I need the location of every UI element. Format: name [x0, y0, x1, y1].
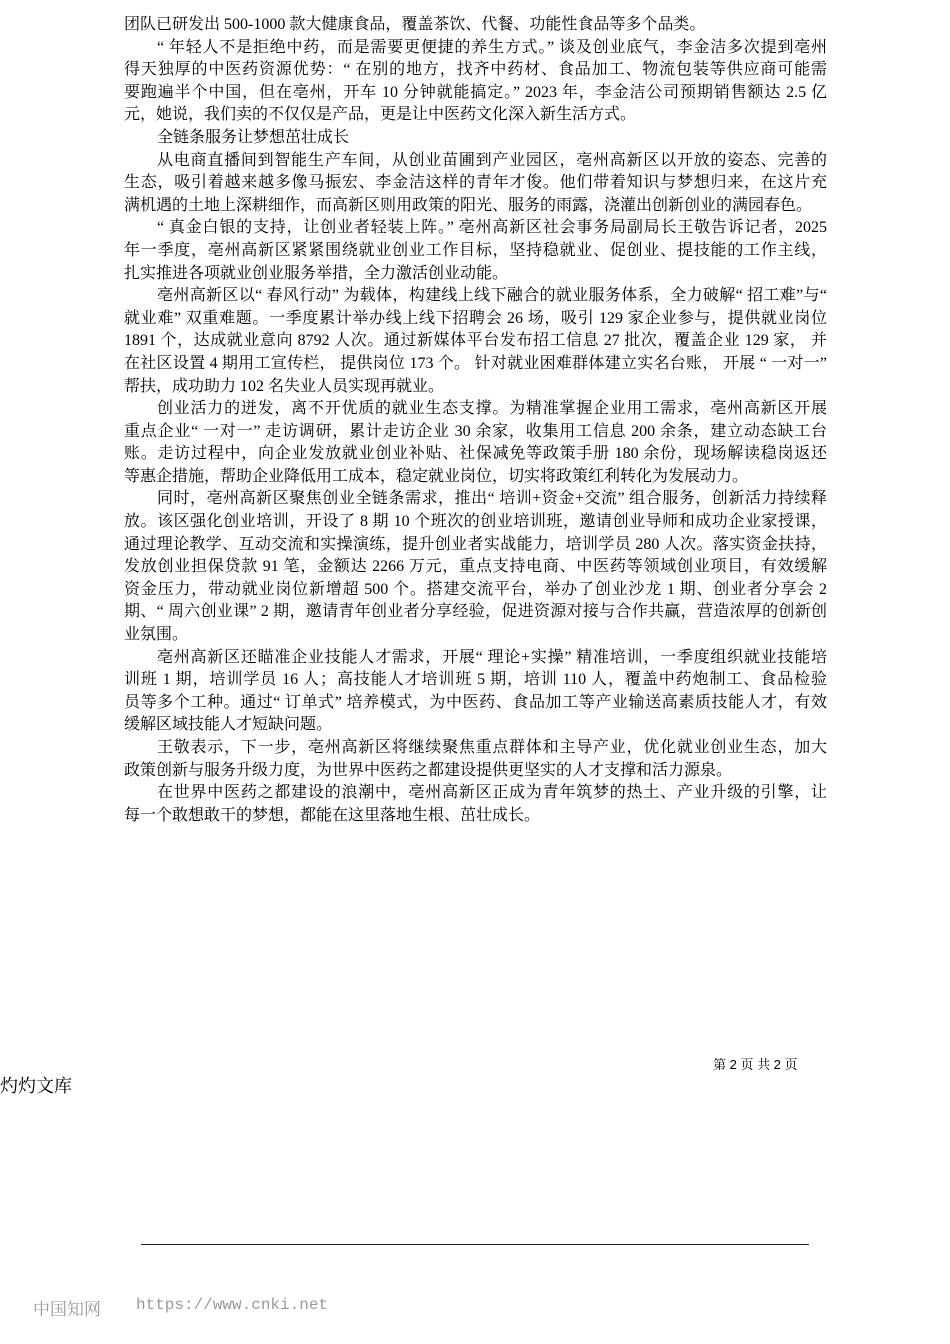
text-line: 要跑遍半个中国，但在亳州，开车 10 分钟就能搞定。” 2023 年，李金洁公司预期销售额达 2.5 亿 [124, 83, 827, 101]
text-line: 1891 个，达成就业意向 8792 人次。通过新媒体平台发布招工信息 27 批次，覆盖企业 129 家， 并 [124, 332, 827, 350]
text-line: 放。该区强化创业培训，开设了 8 期 10 个班次的创业培训班，邀请创业导师和成功企业家授课， [124, 513, 827, 531]
paragraph [124, 217, 827, 285]
text-line: 元，她说，我们卖的不仅仅是产品，更是让中医药文化深入新生活方式。 [124, 106, 637, 124]
paragraph [124, 37, 827, 127]
brand-label: 灼灼文库 [0, 1076, 72, 1096]
text-line: 发放创业担保贷款 91 笔，金额达 2266 万元，重点支持电商、中医药等领域创业项目，有效缓解 [124, 558, 827, 576]
paragraph [124, 285, 827, 398]
text-line: 得天独厚的中医药资源优势：“ 在别的地方，找齐中药材、食品加工、物流包装等供应商可能需 [124, 61, 827, 79]
text-line: 账。走访过程中，向企业发放就业创业补贴、社保减免等政策手册 180 余份，现场解读稳岗返还 [124, 445, 827, 463]
text-line: 政策创新与服务升级力度，为世界中医药之都建设提供更坚实的人才支撑和活力源泉。 [124, 761, 733, 779]
paragraph [124, 647, 827, 737]
text-line: 缓解区域技能人才短缺问题。 [124, 716, 333, 734]
paragraph [124, 782, 827, 827]
article-body [124, 14, 827, 827]
text-line: 同时，亳州高新区聚焦创业全链条需求，推出“ 培训+资金+交流” 组合服务，创新活力持续释 [157, 490, 827, 508]
text-line: 团队已研发出 500-1000 款大健康食品，覆盖茶饮、代餐、功能性食品等多个品类。 [124, 16, 706, 33]
page-number: 第 2 页 共 2 页 [713, 1057, 798, 1072]
text-line: “ 年轻人不是拒绝中药，而是需要更便捷的养生方式。” 谈及创业底气，李金洁多次提到亳州 [157, 38, 827, 56]
paragraph [124, 398, 827, 488]
paragraph [124, 737, 827, 782]
text-line: 从电商直播间到智能生产车间，从创业苗圃到产业园区，亳州高新区以开放的姿态、完善的 [157, 151, 827, 169]
text-line: 亳州高新区以“ 春风行动” 为载体，构建线上线下融合的就业服务体系，全力破解“ 招工难”与“ [157, 287, 827, 305]
text-line: 通过理论教学、互动交流和实操演练，提升创业者实战能力，培训学员 280 人次。落实资金扶持， [124, 535, 827, 553]
text-line: 王敬表示，下一步，亳州高新区将继续聚焦重点群体和主导产业，优化就业创业生态，加大 [157, 739, 827, 756]
text-line: 扎实推进各项就业创业服务举措，全力激活创业动能。 [124, 264, 509, 282]
text-line: 期、“ 周六创业课” 2 期，邀请青年创业者分享经验，促进资源对接与合作共赢，营造浓厚的创新创 [124, 603, 827, 621]
text-line: 亳州高新区还瞄准企业技能人才需求，开展“ 理论+实操” 精准培训，一季度组织就业技能培 [157, 648, 827, 666]
text-line: 年一季度，亳州高新区紧紧围绕就业创业工作目标，坚持稳就业、促创业、提技能的工作主线， [124, 241, 827, 259]
paragraph [124, 14, 827, 37]
text-line: 就业难” 双重难题。一季度累计举办线上线下招聘会 26 场，吸引 129 家企业参与，提供就业岗位 [124, 309, 827, 327]
cnki-watermark: 中国知网 [33, 1300, 101, 1319]
text-line: 在社区设置 4 期用工宣传栏， 提供岗位 173 个。 针对就业困难群体建立实名台账， 开展 “ 一对一” [124, 354, 827, 372]
footer-divider [141, 1244, 809, 1245]
text-line: 等惠企措施，帮助企业降低用工成本，稳定就业岗位，切实将政策红利转化为发展动力。 [124, 467, 749, 485]
text-line: 每一个敢想敢干的梦想，都能在这里落地生根、茁壮成长。 [124, 806, 541, 824]
text-line: 创业活力的迸发，离不开优质的就业生态支撑。为精准掌握企业用工需求，亳州高新区开展 [157, 400, 827, 418]
text-line: “ 真金白银的支持，让创业者轻装上阵。” 亳州高新区社会事务局副局长王敬告诉记者，2025 [157, 219, 827, 237]
cnki-url[interactable]: https://www.cnki.net [136, 1296, 329, 1314]
text-line: 训班 1 期，培训学员 16 人；高技能人才培训班 5 期，培训 110 人，覆盖中药炮制工、食品检验 [124, 671, 827, 689]
text-line: 生态，吸引着越来越多像马振宏、李金洁这样的青年才俊。他们带着知识与梦想归来，在这片充 [124, 174, 827, 192]
text-line: 业氛围。 [124, 626, 189, 644]
text-line: 在世界中医药之都建设的浪潮中，亳州高新区正成为青年筑梦的热土、产业升级的引擎，让 [157, 784, 827, 802]
paragraph [124, 488, 827, 646]
text-line: 资金压力，带动就业岗位新增超 500 个。搭建交流平台，举办了创业沙龙 1 期、创业者分享会 2 [124, 580, 827, 598]
text-line: 全链条服务让梦想茁壮成长 [157, 128, 350, 146]
text-line: 帮扶，成功助力 102 名失业人员实现再就业。 [124, 377, 445, 395]
text-line: 重点企业“ 一对一” 走访调研，累计走访企业 30 余家，收集用工信息 200 余条，建立动态缺工台 [124, 422, 827, 440]
text-line: 满机遇的土地上深耕细作，而高新区则用政策的阳光、服务的雨露，浇灌出创新创业的满园春色。 [124, 196, 813, 214]
paragraph [124, 127, 827, 150]
paragraph [124, 150, 827, 218]
text-line: 员等多个工种。通过“ 订单式” 培养模式，为中医药、食品加工等产业输送高素质技能人才，有效 [124, 693, 827, 711]
